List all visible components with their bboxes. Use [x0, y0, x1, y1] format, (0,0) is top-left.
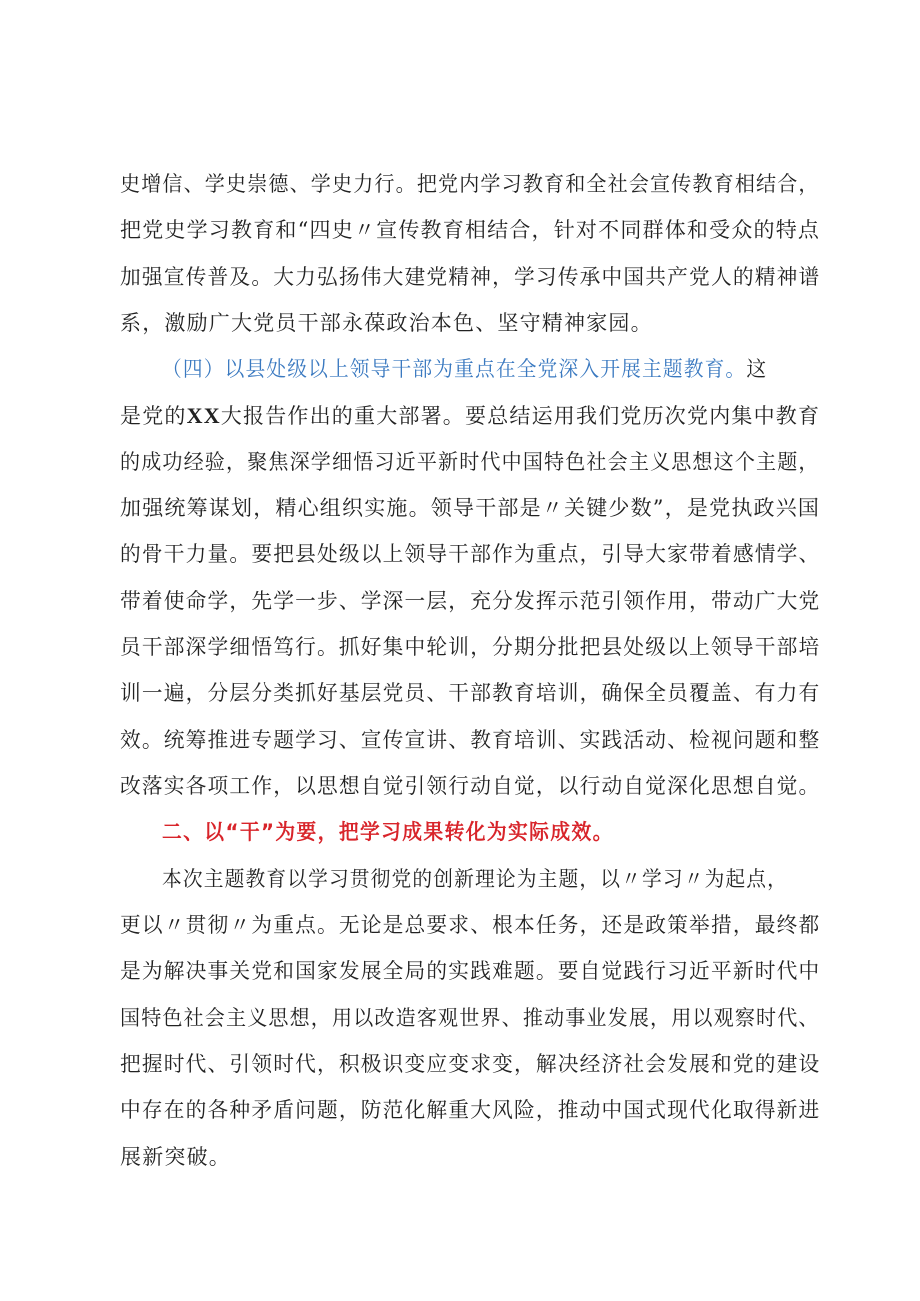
xx-placeholder: XX	[186, 403, 221, 428]
paragraph2-line-5: 的骨干力量。要把县处级以上领导干部作为重点，引导大家带着感情学、	[120, 542, 821, 566]
paragraph2-line-4: 加强统筹谋划，精心组织实施。领导干部是〃关键少数”，是党执政兴国	[120, 496, 821, 520]
section2-heading: 二、以“干”为要，把学习成果转化为实际成效。	[162, 820, 614, 844]
paragraph2-line-2	[120, 401, 820, 431]
line2-post: 大报告作出的重大部署。要总结运用我们党历次党内集中教育	[220, 404, 821, 428]
heading-tail: 这	[746, 357, 768, 381]
paragraph3-line-1: 本次主题教育以学习贯彻党的创新理论为主题，以〃学习〃为起点，	[162, 867, 789, 891]
paragraph3-line-4: 国特色社会主义思想，用以改造客观世界、推动事业发展，用以观察时代、	[120, 1006, 820, 1030]
subsection-heading-4: （四）以县处级以上领导干部为重点在全党深入开展主题教育。	[162, 357, 747, 381]
paragraph2-line-7: 员干部深学细悟笃行。抓好集中轮训，分期分批把县处级以上领导干部培	[120, 635, 821, 659]
line2-pre: 是党的	[120, 404, 187, 428]
paragraph2-line-9: 效。统筹推进专题学习、宣传宣讲、教育培训、实践活动、检视问题和整	[120, 728, 821, 752]
paragraph1-line-2: 把党史学习教育和“四史〃宣传教育相结合，针对不同群体和受众的特点	[120, 218, 821, 242]
paragraph3-line-7: 展新突破。	[120, 1145, 231, 1169]
paragraph1-line-1: 史增信、学史崇德、学史力行。把党内学习教育和全社会宣传教育相结合，	[120, 172, 820, 196]
paragraph2-line-6: 带着使命学，先学一步、学深一层，充分发挥示范引领作用，带动广大党	[120, 589, 821, 613]
paragraph2-line-8: 训一遍，分层分类抓好基层党员、干部教育培训，确保全员覆盖、有力有	[120, 681, 821, 705]
paragraph1-line-4: 系，激励广大党员干部永葆政治本色、坚守精神家园。	[120, 311, 653, 335]
paragraph1-line-3: 加强宣传普及。大力弘扬伟大建党精神，学习传承中国共产党人的精神谱	[120, 265, 821, 289]
paragraph3-line-5: 把握时代、引领时代，积极识变应变求变，解决经济社会发展和党的建设	[120, 1052, 821, 1076]
paragraph3-line-2: 更以〃贯彻〃为重点。无论是总要求、根本任务，还是政策举措，最终都	[120, 913, 821, 937]
paragraph3-line-3: 是为解决事关党和国家发展全局的实践难题。要自觉践行习近平新时代中	[120, 959, 821, 983]
paragraph2-line-3: 的成功经验，聚焦深学细悟习近平新时代中国特色社会主义思想这个主题，	[120, 450, 820, 474]
paragraph3-line-6: 中存在的各种矛盾问题，防范化解重大风险，推动中国式现代化取得新进	[120, 1098, 821, 1122]
paragraph2-line-1	[162, 354, 820, 384]
paragraph2-line-10: 改落实各项工作，以思想自觉引领行动自觉，以行动自觉深化思想自觉。	[120, 774, 821, 798]
